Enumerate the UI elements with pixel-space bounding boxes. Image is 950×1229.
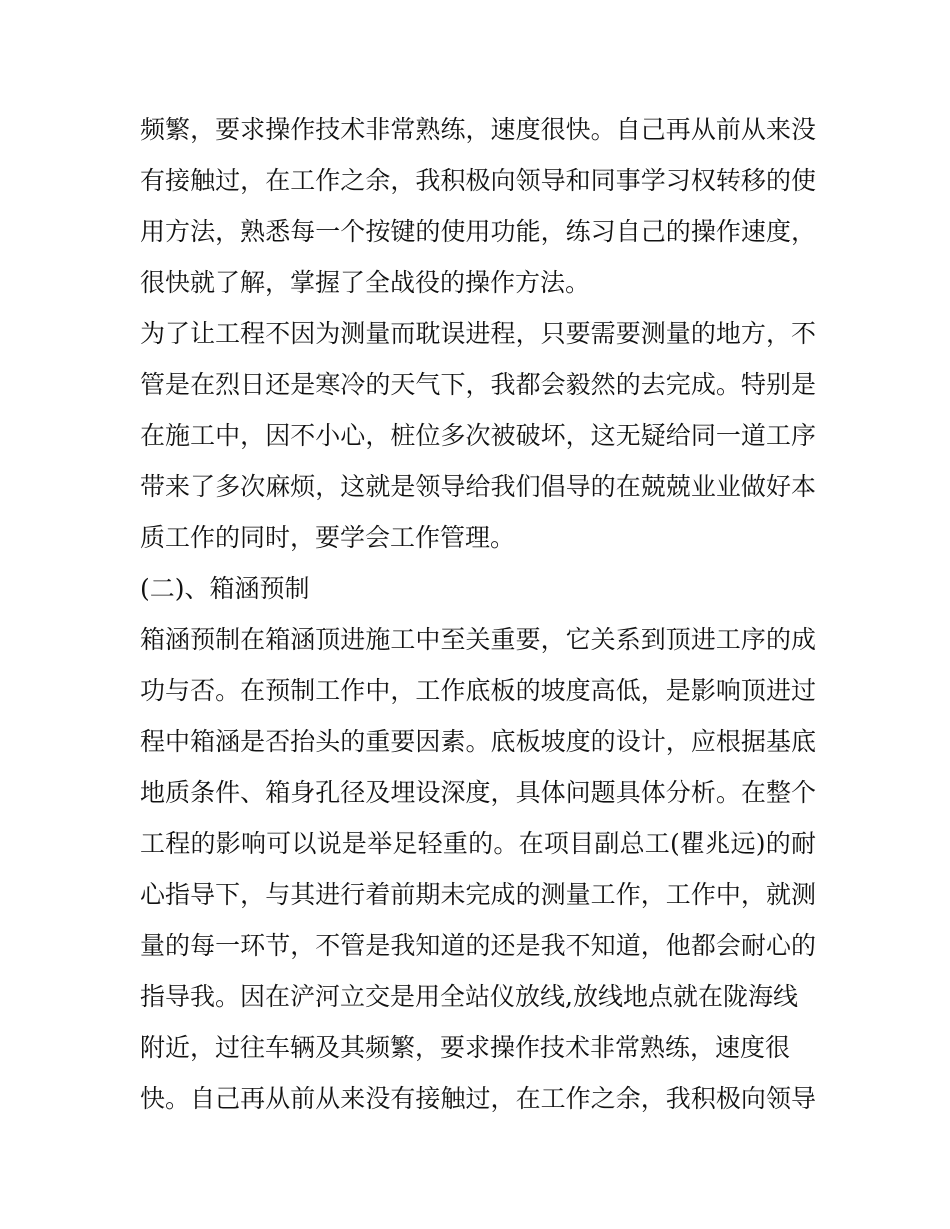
- text-line: 很快就了解，掌握了全战役的操作方法。: [140, 268, 591, 297]
- section-heading: (二)、箱涵预制: [140, 574, 310, 603]
- text-line: 带来了多次麻烦，这就是领导给我们倡导的在兢兢业业做好本: [140, 472, 816, 501]
- text-line: 为了让工程不因为测量而耽误进程，只要需要测量的地方，不: [140, 319, 816, 348]
- text-line: 功与否。在预制工作中，工作底板的坡度高低，是影响顶进过: [140, 676, 816, 705]
- text-line: 箱涵预制在箱涵顶进施工中至关重要，它关系到顶进工序的成: [140, 625, 816, 654]
- text-line: 指导我。因在浐河立交是用全站仪放线,放线地点就在陇海线: [140, 982, 798, 1011]
- text-line: 用方法，熟悉每一个按键的使用功能，练习自己的操作速度，: [140, 217, 816, 246]
- text-line: 地质条件、箱身孔径及埋设深度，具体问题具体分析。在整个: [140, 778, 816, 807]
- text-line: 频繁，要求操作技术非常熟练，速度很快。自己再从前从来没: [140, 115, 816, 144]
- text-line: 在施工中，因不小心，桩位多次被破坏，这无疑给同一道工序: [140, 421, 816, 450]
- text-line: 快。自己再从前从来没有接触过，在工作之余，我积极向领导: [140, 1084, 816, 1113]
- text-line: 质工作的同时，要学会工作管理。: [140, 523, 516, 552]
- text-line: 程中箱涵是否抬头的重要因素。底板坡度的设计，应根据基底: [140, 727, 816, 756]
- text-line: 工程的影响可以说是举足轻重的。在项目副总工(瞿兆远)的耐: [140, 829, 816, 858]
- text-line: 附近，过往车辆及其频繁，要求操作技术非常熟练，速度很: [140, 1033, 791, 1062]
- text-line: 管是在烈日还是寒冷的天气下，我都会毅然的去完成。特别是: [140, 370, 816, 399]
- text-line: 有接触过，在工作之余，我积极向领导和同事学习权转移的使: [140, 166, 816, 195]
- text-line: 量的每一环节，不管是我知道的还是我不知道，他都会耐心的: [140, 931, 816, 960]
- document-body: [140, 104, 816, 1124]
- text-line: 心指导下，与其进行着前期未完成的测量工作，工作中，就测: [140, 880, 816, 909]
